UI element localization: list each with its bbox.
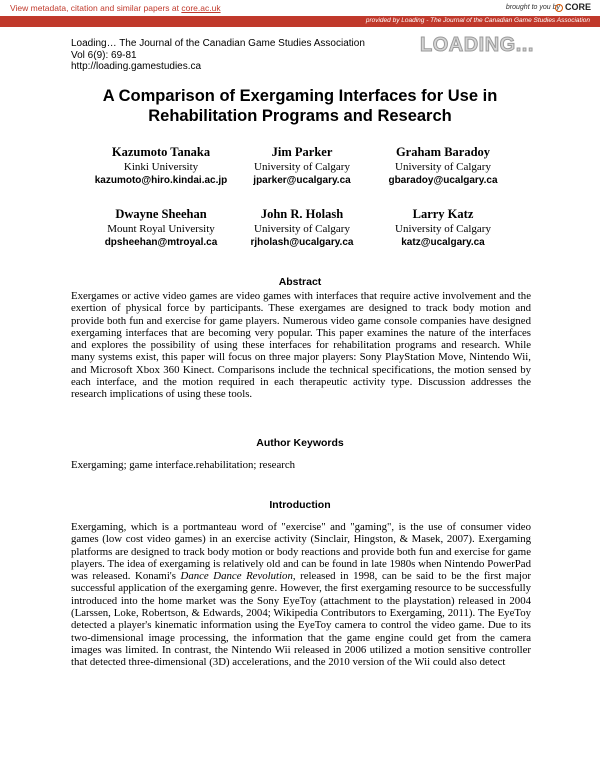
author-name: Jim Parker [271, 145, 333, 159]
author-affiliation: University of Calgary [254, 223, 350, 235]
author-email: dpsheehan@mtroyal.ca [104, 237, 218, 248]
author-email: rjholash@ucalgary.ca [250, 237, 354, 248]
keywords-heading: Author Keywords [256, 437, 344, 449]
abstract-text: Exergames or active video games are video games with interfaces that require active involvement and the exertion of physical force by participants. These exergames are designed to track body motion and provide both fun and exercise for game players. Numerous video game console companies have designed exergaming interfaces that are becoming very popular. This paper examines the nature of the interfaces and explores the possibility of using these interfaces for rehabilitation programs and research. While many systems exist, this paper will focus on three major players: Sony PlayStation Move, Nintendo Wii, and Microsoft Xbox 360 Kinect. Comparisons include the technical specifications, the motion sensed by each interface, and the motion required in each therapeutic activity type. Discussion addresses the research implications of using these tools. [71, 290, 531, 401]
author-name: John R. Holash [260, 207, 344, 221]
provided-by-text: provided by Loading - The Journal of the Canadian Game Studies Association [365, 17, 590, 24]
author-affiliation: University of Calgary [395, 223, 491, 235]
journal-header [71, 38, 365, 73]
core-logo[interactable] [555, 2, 591, 12]
metadata-text: View metadata, citation and similar papers at [10, 3, 182, 13]
author-affiliation: Kinki University [123, 161, 199, 173]
author-affiliation: University of Calgary [395, 161, 491, 173]
game-title: Dance Dance Revolution [180, 570, 293, 583]
author-name: Kazumoto Tanaka [111, 145, 211, 159]
author-name: Dwayne Sheehan [115, 207, 207, 221]
abstract-heading: Abstract [278, 276, 322, 288]
intro-text-part: , released in 1998, can be said to be the first major successful application of the exergaming genre. However, the first exergaming resource to be successfully introduced into the home market was the Sony EyeToy (attachment to the playstation) released in 2004 (Larssen, Loke, Robertson, & Edwards, 2004; Wikipedia Contributors to Exergaming, 2011). The EyeToy detected a player's kinematic information using the EyeToy camera to control the video game. Due to its two-dimensional image processing, the information that the game engine could get from the camera images was limited. In contrast, the Nintendo Wii released in 2006 utilized a motion sensitive controller that detected three-dimensional (3D) accelerations, and the 2010 version of the Wii could also detect [71, 570, 531, 669]
intro-text-part: Exergaming, which is a portmanteau word of "exercise" and "gaming", is the use of consumer video games (low cost video games) in an exercise activity (Sinclair, Hingston, & Masek, 2007). Exergaming platforms are designed to track body motion or body reactions and provide both fun and exercise for game players. The idea of exergaming is relatively old and can be found in late 1980s when Nintendo PowerPad was released. Konami's [71, 521, 531, 583]
brought-to-you-text: brought to you by [505, 4, 560, 11]
core-icon [555, 4, 563, 12]
author-affiliation: University of Calgary [254, 161, 350, 173]
journal-volume: Vol 6(9): 69-81 [71, 49, 137, 61]
provided-by-bar [0, 16, 600, 27]
core-label: CORE [564, 2, 591, 12]
author-block [358, 206, 528, 250]
author-email: katz@ucalgary.ca [401, 237, 485, 248]
introduction-heading: Introduction [269, 499, 331, 511]
author-affiliation: Mount Royal University [107, 223, 215, 235]
metadata-notice [10, 3, 221, 13]
paper-title: A Comparison of Exergaming Interfaces for Use in Rehabilitation Programs and Research [102, 87, 498, 125]
loading-logo: LOADING... [420, 34, 534, 56]
keywords-text: Exergaming; game interface.rehabilitation; research [71, 459, 296, 471]
journal-url: http://loading.gamestudies.ca [71, 61, 202, 72]
author-name: Larry Katz [412, 207, 474, 221]
introduction-text [71, 521, 531, 669]
author-block [358, 144, 528, 188]
core-link[interactable]: core.ac.uk [181, 3, 221, 13]
author-email: jparker@ucalgary.ca [253, 175, 351, 186]
author-name: Graham Baradoy [395, 145, 491, 159]
journal-name: Loading… The Journal of the Canadian Game Studies Association [71, 38, 365, 49]
author-email: kazumoto@hiro.kindai.ac.jp [94, 175, 228, 186]
author-email: gbaradoy@ucalgary.ca [388, 175, 498, 186]
